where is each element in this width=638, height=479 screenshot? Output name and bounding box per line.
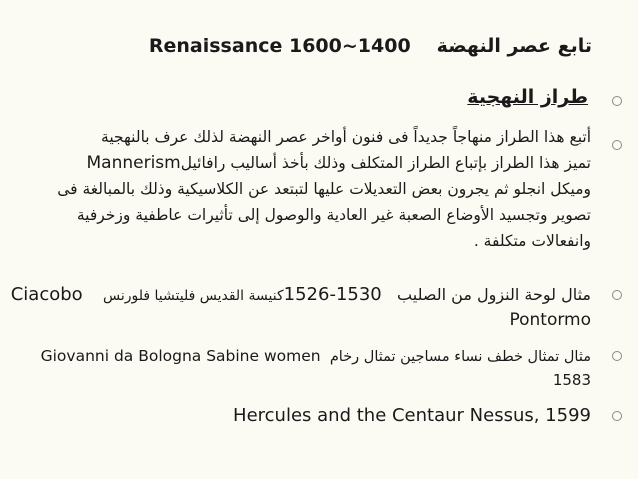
example-arabic: مثال لوحة النزول من الصليب [397,285,591,304]
example-years: 1526-1530 [283,284,382,305]
paragraph-text: تميز هذا الطراز بإتباع الطراز المتكلف وذلك بأخذ أساليب رافائيل [180,154,591,172]
bullet-icon [612,351,622,361]
bullet-icon [612,290,622,300]
example-pontormo [11,283,591,332]
example-line: Hercules and the Centaur Nessus, 1599 [233,405,591,426]
paragraph-line: وميكل انجلو ثم يجرون بعض التعديلات عليها لتبتعد عن الكلاسيكية وذلك بالمبالغة فى [57,180,591,198]
example-hercules [233,403,591,429]
example-arabic: مثال تمثال خطف نساء مساجين تمثال رخام [329,349,591,365]
title-arabic: تابع عصر النهضة [436,35,592,57]
paragraph-line: وانفعالات متكلفة . [473,232,591,250]
bullet-icon [612,96,622,106]
example-line [11,283,591,308]
section-heading: طراز النهجية [467,86,588,108]
paragraph-line: أتبع هذا الطراز منهاجاً جديداً فى فنون أواخر عصر النهضة لذلك عرف بالنهجية [101,128,591,146]
artist-first-name: Ciacobo [10,284,83,305]
example-line [41,345,591,369]
example-english: Giovanni da Bologna Sabine women [40,347,321,365]
paragraph-line [57,150,591,176]
slide-title [149,35,592,57]
example-sabine [41,345,591,393]
example-church: كنيسة القديس فليتشيا فلورنس [103,288,284,304]
artist-last-name: Pontormo [509,310,591,330]
example-line [41,369,591,393]
mannerism-paragraph [57,124,591,254]
title-english: Renaissance 1600~1400 [148,35,411,57]
mannerism-term: Mannerism [86,153,181,173]
bullet-icon [612,411,622,421]
paragraph-line: تصوير وتجسيد الأوضاع الصعبة غير العادية والوصول إلى تأثيرات عاطفية وزخرفية [76,206,591,224]
example-line [11,308,591,332]
bullet-icon [612,140,622,150]
example-year: 1583 [552,371,591,389]
